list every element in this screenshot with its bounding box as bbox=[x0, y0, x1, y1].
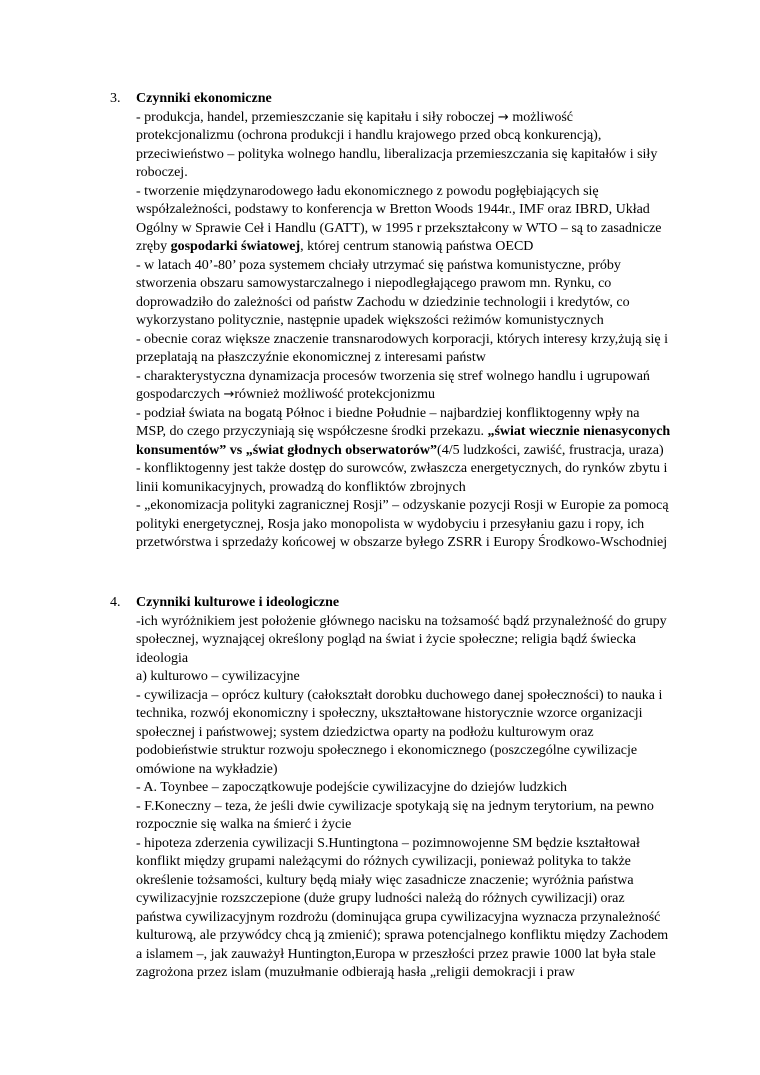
bold-term: „świat wiecznie nienasyconych konsumentów” vs „świat głodnych obserwatorów” bbox=[136, 424, 671, 458]
paragraph: - A. Toynbee – zapoczątkowuje podejście cywilizacyjne do dziejów ludzkich bbox=[136, 780, 568, 795]
section-heading: Czynniki kulturowe i ideologiczne bbox=[136, 595, 340, 610]
section-heading: Czynniki ekonomiczne bbox=[136, 91, 272, 106]
text-run: - produkcja, handel, przemieszczanie się kapitału i siły roboczej bbox=[136, 109, 495, 125]
arrow-right-icon: → bbox=[223, 387, 235, 402]
paragraph bbox=[136, 368, 672, 405]
arrow-right-icon: → bbox=[497, 109, 509, 125]
paragraph: - obecnie coraz większe znaczenie transnarodowych korporacji, których interesy krzy,żują się i przeplatają na płaszczyźnie ekonomicznej z interesami państw bbox=[136, 331, 669, 365]
text-run: - podział świata na bogatą Północ i biedne Południe – najbardziej konfliktogenny wpły na MSP, do czego przyczyniają się współczesne środki przekazu. bbox=[136, 405, 640, 439]
paragraph: - „ekonomizacja polityki zagranicznej Rosji” – odzyskanie pozycji Rosji w Europie za pomocą polityki energetycznej, Rosja jako monopolista w wydobyciu i przesyłaniu gazu i ropy, ich przetwórstwa i sprzedaży końcowej w obszarze byłego ZSRR i Europy Środkowo-Wschodniej bbox=[136, 498, 669, 550]
section-number: 3. bbox=[110, 91, 121, 106]
section-content bbox=[136, 90, 672, 553]
text-run: , której centrum stanowią państwa OECD bbox=[300, 239, 534, 254]
paragraph: - hipoteza zderzenia cywilizacji S.Huntingtona – pozimnowojenne SM będzie kształtował konflikt między grupami należącymi do różnych cywilizacji, ponieważ polityka to także określenie tożsamości, kultury będą miały więc zasadnicze znaczenie; wyróżnia państwa cywilizacyjnie rozszczepione (duże grupy ludności należą do różnych cywilizacji) oraz państwa cywilizacyjnym rozdrożu (dominująca grupa cywilizacyjna wyznacza przynależność kulturową, ale przywódcy chcą ją zmienić); sprawa potencjalnego konfliktu między Zachodem a islamem –, jak zauważył Huntington,Europa w przeszłości przez prawie 1000 lat była stale zagrożona przez islam (muzułmanie odbierają hasła „religii demokracji i praw bbox=[136, 835, 669, 980]
section-content bbox=[136, 594, 672, 983]
paragraph: - F.Koneczny – teza, że jeśli dwie cywilizacje spotykają się na jednym terytorium, na pewno rozpocznie się walka na śmierć i życie bbox=[136, 798, 654, 832]
bold-term: gospodarki światowej bbox=[170, 239, 301, 254]
paragraph: - cywilizacja – oprócz kultury (całokształt dorobku duchowego danej społeczności) to nauka i technika, rozwój ekonomiczny i społeczny, ukształtowane historycznie wzorce organizacji społecznej i państwowej; system dziedzictwa oparty na podłożu kulturowym oraz podobieństwie struktur rozwoju społecznego i ekonomicznego (poszczególne cywilizacje omówione na wykładzie) bbox=[136, 687, 663, 777]
paragraph bbox=[136, 109, 672, 183]
paragraph bbox=[136, 183, 672, 257]
text-run: - charakterystyczna dynamizacja procesów tworzenia się stref wolnego handlu i ugrupowań gospodarczych bbox=[136, 368, 650, 402]
text-run: również możliwość protekcjonizmu bbox=[234, 387, 435, 402]
text-run: (4/5 ludzkości, zawiść, frustracja, uraza) bbox=[437, 442, 664, 458]
paragraph: - konfliktogenny jest także dostęp do surowców, zwłaszcza energetycznych, do rynków zbytu i linii komunikacyjnych, prowadzą do konfliktów zbrojnych bbox=[136, 461, 668, 495]
paragraph bbox=[136, 405, 672, 461]
paragraph: a) kulturowo – cywilizacyjne bbox=[136, 669, 300, 684]
paragraph: - w latach 40’-80’ poza systemem chciały utrzymać się państwa komunistyczne, próby stworzenia obszaru samowystarczalnego i niepodległającego prawom mn. Rynku, co doprowadziło do zależności od państw Zachodu w dziedzinie technologii i kredytów, co wykorzystano politycznie, następnie upadek większości reżimów komunistycznych bbox=[136, 257, 630, 328]
text-run: - tworzenie międzynarodowego ładu ekonomicznego z powodu pogłębiających się współzależności, podstawy to konferencja w Bretton Woods 1944r., IMF oraz IBRD, Układ Ogólny w Sprawie Ceł i Handlu (GATT), w 1995 r przekształcony w WTO – są to zasadnicze zręby bbox=[136, 183, 662, 254]
paragraph: -ich wyróżnikiem jest położenie głównego nacisku na tożsamość bądź przynależność do grupy społecznej, wyznającej określony pogląd na świat i życie społeczne; religia bądź świecka ideologia bbox=[136, 613, 667, 666]
text-run: możliwość protekcjonalizmu (ochrona produkcji i handlu krajowego przed obcą konkurencją), przeciwieństwo – polityka wolnego handlu, liberalizacja przemieszczania się kapitałów i siły roboczej. bbox=[136, 109, 658, 180]
section-number: 4. bbox=[110, 595, 121, 610]
